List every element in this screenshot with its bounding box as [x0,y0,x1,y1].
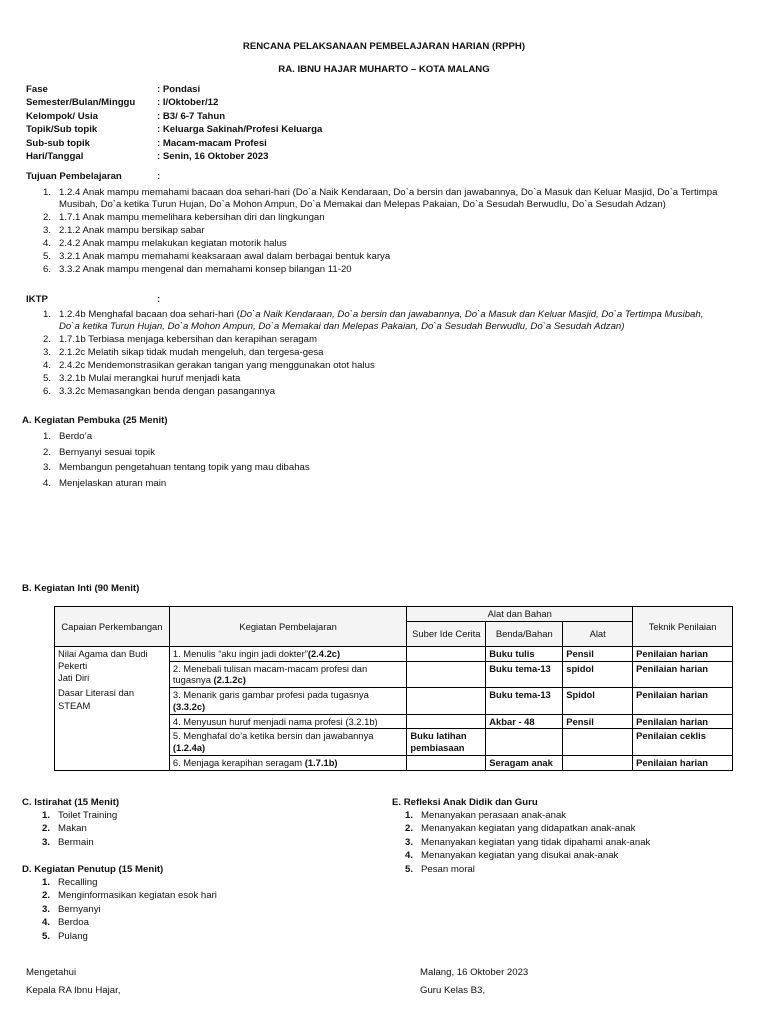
item-text: Pesan moral [421,863,475,875]
item-text: 1.7.1b Terbiasa menjaga kebersihan dan kerapihan seragam [59,333,317,345]
ide-cell: Buku latihan pembiasaan [407,729,486,756]
kegiatan-code: (2.4.2c) [307,647,341,659]
list-item [43,386,753,398]
refleksi-heading: E. Refleksi Anak Didik dan Guru [392,797,538,808]
identity-key: Fase [26,84,48,95]
kegiatan-code: (3.3.2c) [172,700,206,712]
list-item [43,462,543,478]
item-number: 1. [42,877,51,888]
inti-heading: B. Kegiatan Inti (90 Menit) [22,583,140,594]
capaian-line: Nilai Agama dan Budi [58,647,148,659]
identity-block [26,84,322,164]
list-item [405,850,745,863]
item-number: 3. [43,224,52,236]
teknik-cell: Penilaian ceklis [633,729,733,756]
item-text: Recalling [58,877,98,888]
list-item [43,373,753,385]
item-number: 2. [43,446,52,458]
header-teknik: Teknik Penilaian [633,607,733,647]
list-item [43,212,753,224]
item-number: 2. [43,333,52,345]
identity-row [26,97,322,110]
item-number: 2. [43,211,52,223]
item-text: 2.4.2c Mendemonstrasikan gerakan tangan yang menggunakan otot halus [59,359,375,371]
item-number: 5. [43,372,52,384]
list-item [405,810,745,823]
list-item [43,347,753,359]
kegiatan-text: 4. Menyusun huruf menjadi nama profesi (3.2.1b) [172,715,378,727]
item-text: Makan [58,823,87,835]
list-item [43,447,543,463]
identity-key: Topik/Sub topik [26,124,98,136]
kegiatan-text: 2. Menebali tulisan macam-macam profesi dan tugasnya [172,662,368,686]
identity-value: : Senin, 16 Oktober 2023 [157,150,269,162]
benda-cell: Buku tema-13 [486,688,563,715]
item-number: 2. [42,890,51,902]
kegiatan-cell [169,646,406,661]
school-name: RA. IBNU HAJAR MUHARTO – KOTA MALANG [278,64,490,75]
ide-cell [407,688,486,715]
list-item [405,823,745,836]
tujuan-heading: Tujuan Pembelajaran [26,171,122,182]
item-number: 5. [405,863,414,875]
penutup-heading: D. Kegiatan Penutup (15 Menit) [22,864,164,875]
list-item [42,917,362,930]
item-number: 3. [42,903,51,915]
identity-row [26,84,322,97]
item-text: Menanyakan kegiatan yang didapatkan anak-anak [421,823,636,835]
ide-cell [407,714,486,729]
item-text: 3.3.2 Anak mampu mengenal dan memahami konsep bilangan 11-20 [59,263,352,275]
benda-cell: Buku tulis [486,646,563,661]
list-item [43,225,753,237]
signature-right-date: Malang, 16 Oktober 2023 [420,967,529,978]
item-number: 4. [43,237,52,249]
list-item [42,837,362,850]
iktp-heading: IKTP [26,294,48,305]
kegiatan-text: 1. Menulis “aku ingin jadi dokter” [172,647,308,659]
signature-left-label: Mengetahui [26,967,77,978]
item-text-cont: Musibah, Do`a ketika Turun Hujan, Do`a Mohon Ampun, Do`a Memakai dan Melepas Pakaian, Do`a Sesudah Berwudlu, Do`a Sesudah Adzan) [59,198,666,210]
identity-value: : B3/ 6-7 Tahun [157,110,226,122]
identity-key: Hari/Tanggal [26,150,84,162]
benda-cell: Seragam anak [486,755,563,770]
list-item [43,309,753,333]
item-number: 4. [43,359,52,371]
item-text: Pulang [58,930,88,942]
identity-value: : Macam-macam Profesi [157,137,267,149]
kegiatan-text: 5. Menghafal do’a ketika bersin dan jawabannya [172,730,374,742]
signature-right-title: Guru Kelas B3, [420,985,486,996]
header-alat: Alat [563,621,633,646]
item-text: 2.4.2 Anak mampu melakukan kegiatan motorik halus [59,237,287,249]
kegiatan-code: (1.2.4a) [172,742,206,753]
ide-cell [407,661,486,688]
identity-key: Kelompok/ Usia [26,110,98,122]
kegiatan-cell [169,729,406,756]
teknik-cell: Penilaian harian [633,646,733,661]
item-number: 4. [43,477,52,489]
kegiatan-cell [169,661,406,688]
kegiatan-cell [169,714,406,729]
benda-cell [486,729,563,756]
capaian-cell [55,646,170,770]
list-item [42,890,362,903]
item-text: 1.2.4b Menghafal bacaan doa sehari-hari ( [59,309,240,320]
alat-cell [563,729,633,756]
item-number: 1. [43,431,52,442]
capaian-line: Jati Diri [58,672,90,684]
item-text: 1.7.1 Anak mampu memelihara kebersihan diri dan lingkungan [59,211,325,223]
item-number: 5. [43,250,52,262]
item-number: 3. [43,346,52,358]
list-item [43,187,753,211]
kegiatan-text: 6. Menjaga kerapihan seragam [172,756,303,768]
benda-cell: Akbar - 48 [486,714,563,729]
istirahat-heading: C. Istirahat (15 Menit) [22,797,120,808]
table-row [55,646,733,661]
item-text: Menanyakan perasaan anak-anak [421,810,567,821]
identity-key: Sub-sub topik [26,137,90,149]
item-text: 3.2.1b Mulai merangkai huruf menjadi kata [59,372,241,384]
list-item [42,810,362,823]
item-text: Menanyakan kegiatan yang disukai anak-anak [421,850,619,862]
alat-cell: Pensil [563,646,633,661]
identity-row [26,111,322,124]
header-capaian: Capaian Perkembangan [55,607,170,647]
list-item [42,931,362,944]
item-text: Menginformasikan kegiatan esok hari [58,890,217,902]
item-text: Membangun pengetahuan tentang topik yang mau dibahas [59,462,310,473]
item-text: 2.1.2c Melatih sikap tidak mudah mengeluh, dan tergesa-gesa [59,346,324,358]
item-text: Menanyakan kegiatan yang tidak dipahami anak-anak [421,836,651,848]
iktp-colon: : [157,294,161,305]
header-kegiatan: Kegiatan Pembelajaran [169,607,406,647]
item-number: 6. [43,263,52,275]
kegiatan-code: (1.7.1b) [304,756,338,768]
item-number: 3. [43,462,52,473]
refleksi-list [405,810,745,877]
signature-left-title: Kepala RA Ibnu Hajar, [26,985,121,996]
item-text: 2.1.2 Anak mampu bersikap sabar [59,224,205,236]
item-text: 3.3.2c Memasangkan benda dengan pasangannya [59,385,276,397]
kegiatan-cell [169,688,406,715]
list-item [43,334,753,346]
pembuka-list [43,431,543,493]
item-text: 3.2.1 Anak mampu memahami keaksaraan awal dalam berbagai bentuk karya [59,250,391,262]
ide-cell [407,646,486,661]
list-item [43,251,753,263]
istirahat-list [42,810,362,850]
list-item [43,431,543,447]
tujuan-colon: : [157,171,161,182]
item-number: 5. [42,930,51,942]
tujuan-list [43,187,753,276]
capaian-line: Pekerti [58,659,88,671]
list-item [405,864,745,877]
alat-cell [563,755,633,770]
identity-row [26,138,322,151]
list-item [43,478,543,494]
item-number: 1. [43,309,52,320]
list-item [42,823,362,836]
item-number: 1. [405,810,414,821]
teknik-cell: Penilaian harian [633,688,733,715]
list-item [405,837,745,850]
item-text: Bermain [58,836,94,848]
teknik-cell: Penilaian harian [633,661,733,688]
kegiatan-inti-table [54,606,733,771]
identity-value: : Keluarga Sakinah/Profesi Keluarga [157,124,323,136]
pembuka-heading: A. Kegiatan Pembuka (25 Menit) [22,415,168,426]
capaian-line: STEAM [58,699,91,711]
header-benda: Benda/Bahan [486,621,563,646]
list-item [43,360,753,372]
alat-cell: spidol [563,661,633,688]
kegiatan-text: 3. Menarik garis gambar profesi pada tugasnya [172,689,369,700]
benda-cell: Buku tema-13 [486,661,563,688]
item-text: Toilet Training [58,810,118,821]
header-ide: Suber Ide Cerita [407,621,486,646]
item-number: 2. [42,823,51,835]
identity-value: : Pondasi [157,84,201,95]
identity-row [26,151,322,164]
item-number: 6. [43,385,52,397]
alat-cell: Spidol [563,688,633,715]
identity-value: : I/Oktober/12 [157,97,219,109]
item-text: Berdo’a [59,431,93,442]
item-number: 3. [42,836,51,848]
alat-cell: Pensil [563,714,633,729]
identity-row [26,124,322,137]
item-text-cont: Do`a ketika Turun Hujan, Do`a Mohon Ampun, Do`a Memakai dan Melepas Pakaian, Do`a Sesudah Berwudlu, Do`a Sesudah Adzan) [59,320,625,332]
teknik-cell: Penilaian harian [633,755,733,770]
penutup-list [42,877,362,944]
item-text: Menjelaskan aturan main [59,477,167,489]
item-text: Bernyanyi sesuai topik [59,446,155,458]
list-item [42,877,362,890]
item-number: 4. [405,850,414,862]
item-number: 4. [42,917,51,929]
teknik-cell: Penilaian harian [633,714,733,729]
ide-cell [407,755,486,770]
item-text: Berdoa [58,917,89,929]
list-item [43,238,753,250]
identity-key: Semester/Bulan/Minggu [26,97,136,109]
list-item [42,904,362,917]
item-number: 2. [405,823,414,835]
item-number: 1. [43,187,52,198]
capaian-line: Dasar Literasi dan [58,687,135,698]
item-text-italic: Do`a Naik Kendaraan, Do`a bersin dan jawabannya, Do`a Masuk dan Keluar Masjid, Do`a Tertimpa Musibah, [239,309,704,320]
document-title: RENCANA PELAKSANAAN PEMBELAJARAN HARIAN (RPPH) [242,41,526,52]
item-number: 3. [405,836,414,848]
kegiatan-code: (2.1.2c) [213,674,246,686]
item-number: 1. [42,810,51,821]
list-item [43,264,753,276]
item-text: 1.2.4 Anak mampu memahami bacaan doa sehari-hari (Do`a Naik Kendaraan, Do`a bersin dan jawabannya, Do`a Masuk dan Keluar Masjid, Do`a Tertimpa [59,187,718,198]
header-alat-bahan: Alat dan Bahan [407,607,633,622]
kegiatan-cell [169,755,406,770]
iktp-list [43,309,753,398]
item-text: Bernyanyi [58,903,101,915]
